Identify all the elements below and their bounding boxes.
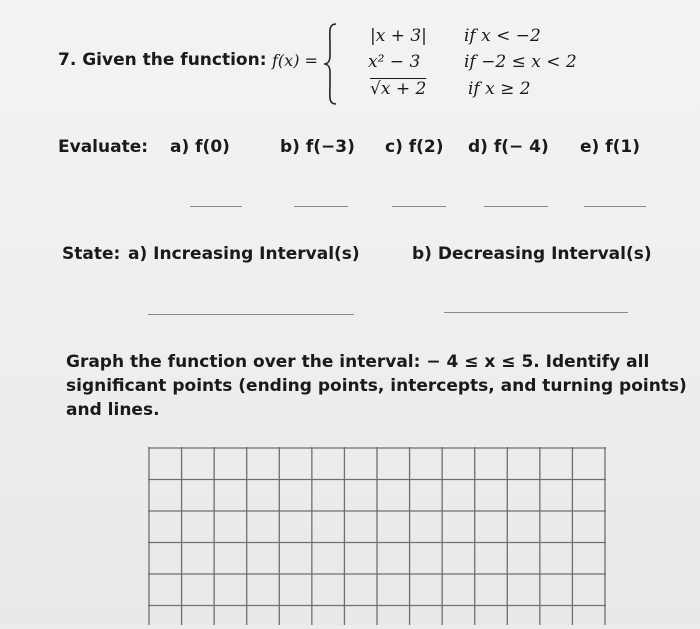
graph-grid[interactable] (148, 447, 606, 625)
left-brace-icon (322, 22, 338, 106)
answer-blank-increasing[interactable] (148, 314, 354, 315)
piece-1-condition: if x < −2 (464, 26, 541, 46)
evaluate-item-c: c) f(2) (385, 137, 444, 157)
answer-blank-b[interactable] (294, 206, 348, 207)
answer-blank-c[interactable] (392, 206, 446, 207)
piece-2-condition: if −2 ≤ x < 2 (464, 52, 577, 72)
answer-blank-e[interactable] (584, 206, 646, 207)
answer-blank-a[interactable] (190, 206, 242, 207)
evaluate-item-e: e) f(1) (580, 137, 640, 157)
piece-3-expression: √x + 2 (370, 79, 427, 99)
evaluate-item-b: b) f(−3) (280, 137, 355, 157)
state-item-increasing: a) Increasing Interval(s) (128, 244, 360, 264)
answer-blank-d[interactable] (484, 206, 548, 207)
piece-1-expression: |x + 3| (370, 26, 427, 46)
function-name: f(x) = (272, 51, 318, 70)
problem-label: 7. Given the function: (58, 50, 267, 70)
graph-instruction-line-3: and lines. (66, 400, 160, 420)
graph-instruction-line-2: significant points (ending points, intercepts, and turning points) (66, 376, 687, 396)
state-item-decreasing: b) Decreasing Interval(s) (412, 244, 652, 264)
evaluate-item-d: d) f(− 4) (468, 137, 549, 157)
graph-instruction-line-1: Graph the function over the interval: − 4 ≤ x ≤ 5. Identify all (66, 352, 650, 372)
evaluate-item-a: a) f(0) (170, 137, 230, 157)
answer-blank-decreasing[interactable] (444, 312, 628, 313)
state-label: State: (62, 244, 121, 264)
graph-grid-lines (148, 447, 606, 625)
piece-3-condition: if x ≥ 2 (468, 79, 531, 99)
piece-2-expression: x² − 3 (368, 52, 421, 72)
evaluate-label: Evaluate: (58, 137, 149, 157)
